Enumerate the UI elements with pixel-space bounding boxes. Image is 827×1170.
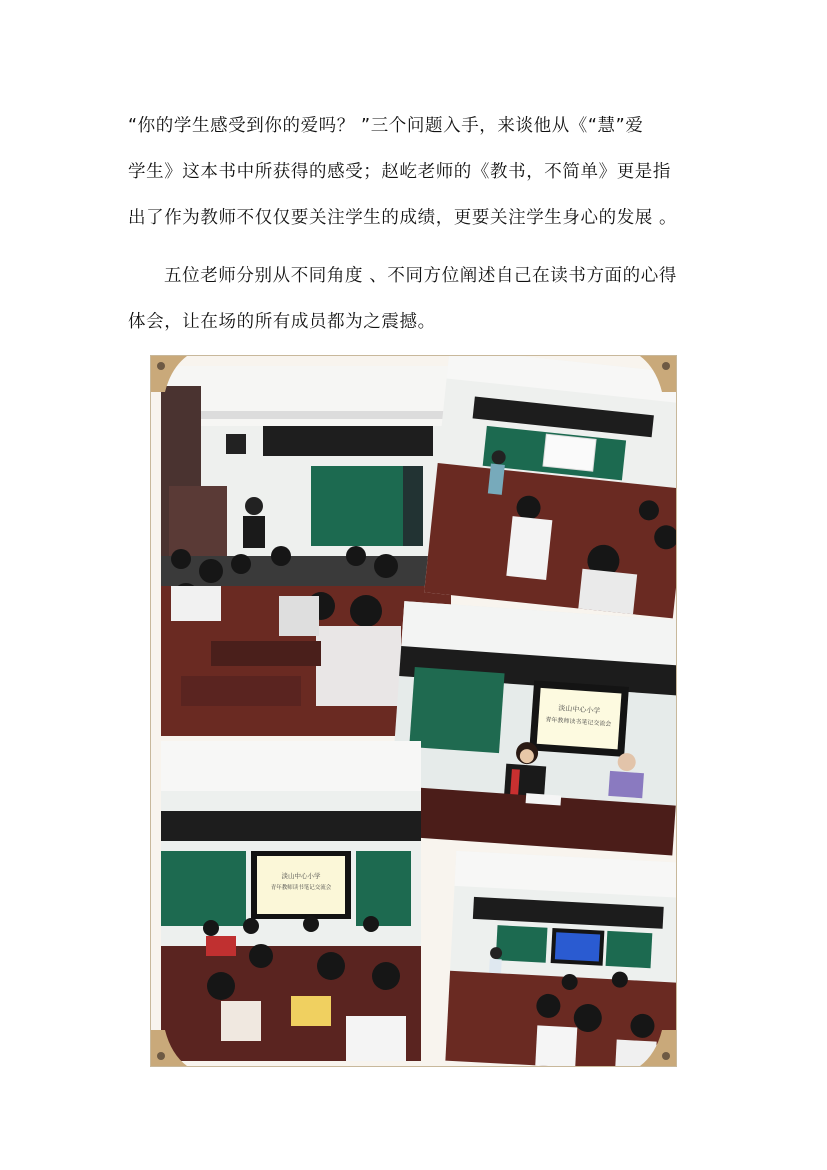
screen-title: 淡山中心小学 xyxy=(281,872,321,880)
screen-title: 淡山中心小学 xyxy=(558,704,601,716)
collage-drawing xyxy=(151,356,676,1066)
screen-subtitle: 青年教师读书笔记交流会 xyxy=(545,716,612,728)
text-line: 体会，让在场的所有成员都为之震撼。 xyxy=(128,312,436,332)
photo-speaker-presentation xyxy=(388,601,676,855)
photo-classroom-back xyxy=(445,851,676,1066)
text-line: 五位老师分别从不同角度 、不同方位阐述自己在读书方面的心得 xyxy=(164,266,677,286)
document-text xyxy=(128,103,703,345)
text-line: 出了作为教师不仅仅要关注学生的成绩，更要关注学生身心的发展 。 xyxy=(128,208,678,228)
paragraph-1 xyxy=(128,103,703,241)
screen-subtitle: 青年教师读书笔记交流会 xyxy=(270,885,332,891)
photo-collage xyxy=(150,355,677,1067)
paragraph-2 xyxy=(128,253,703,345)
text-line: 学生》这本书中所获得的感受；赵屹老师的《教书，不简单》更是指 xyxy=(128,162,671,182)
text-line: “你的学生感受到你的爱吗？ ”三个问题入手，来谈他从《“慧”爱 xyxy=(128,116,644,136)
photo-classroom-wide xyxy=(161,741,421,1061)
photo-classroom-reading xyxy=(424,356,676,618)
